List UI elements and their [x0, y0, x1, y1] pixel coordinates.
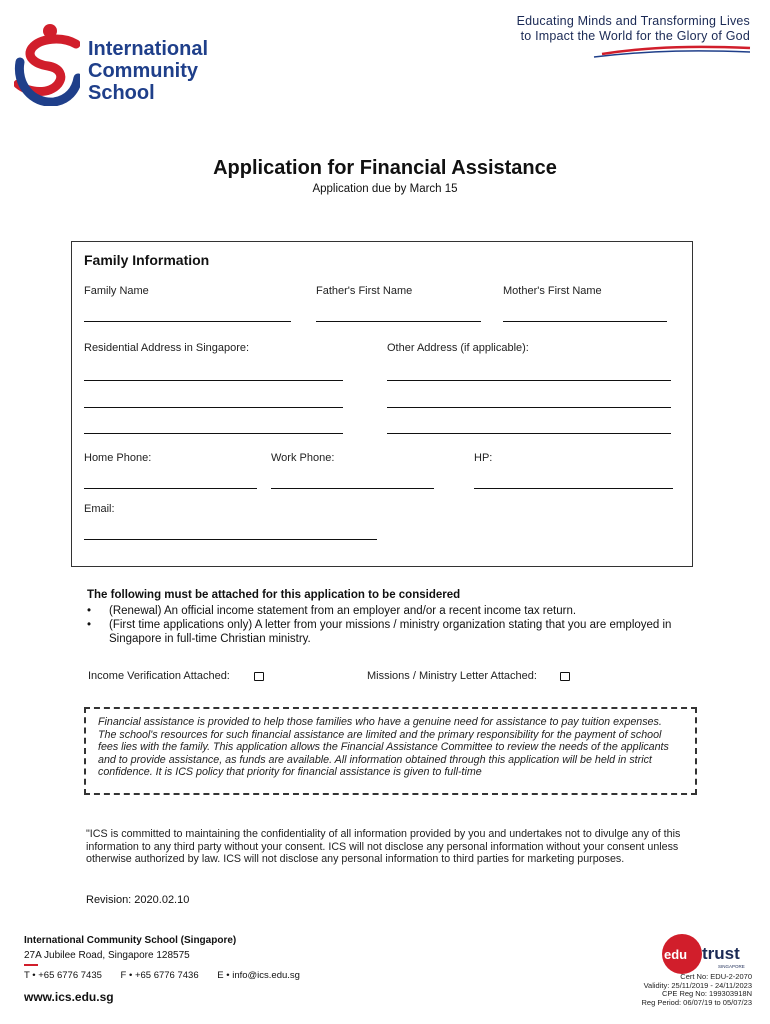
school-name	[88, 38, 208, 104]
mother-first-name-field[interactable]	[503, 321, 667, 322]
other-address-label: Other Address (if applicable):	[387, 342, 529, 354]
cert-line: CPE Reg No: 199303918N	[661, 989, 752, 998]
swoosh-icon	[592, 44, 752, 58]
family-name-label: Family Name	[84, 285, 149, 297]
hp-field[interactable]	[474, 488, 673, 489]
svg-text:SINGAPORE: SINGAPORE	[718, 964, 745, 969]
family-name-field[interactable]	[84, 321, 291, 322]
svg-text:trust: trust	[702, 944, 740, 963]
notice-text: Financial assistance is provided to help those families who have a genuine need for assistance to pay tuition expenses. The school's resources for such financial assistance are limited and the primary responsibility for the payment of school fees lies with the family. This application allows the Financial Assistance Committee to review the needs of the applicants and to provide assistance, as funds are available. All information obtained through this application will be held in strict confidence. It is ICS policy that priority for financial assistance is given to full-time	[98, 716, 669, 778]
income-verification-checkbox[interactable]	[254, 672, 264, 681]
home-phone-field[interactable]	[84, 488, 257, 489]
tagline-line: to Impact the World for the Glory of God	[520, 29, 750, 43]
other-address-line-3[interactable]	[387, 433, 671, 434]
footer-phone: T • +65 6776 7435	[24, 970, 102, 981]
list-item: • (Renewal) An official income statement from an employer and/or a recent income tax return.	[87, 604, 687, 618]
email-field[interactable]	[84, 539, 377, 540]
missions-letter-label: Missions / Ministry Letter Attached:	[367, 670, 537, 682]
attachments-list	[87, 604, 687, 646]
revision-label: Revision: 2020.02.10	[86, 894, 190, 906]
cert-line: Reg Period: 06/07/19 to 05/07/23	[641, 997, 752, 1007]
footer-website[interactable]: www.ics.edu.sg	[24, 990, 114, 1004]
list-item: • (First time applications only) A letter from your missions / ministry organization stating that you are employed in Singapore in full-time Christian ministry.	[87, 618, 687, 646]
school-name-line: International	[88, 38, 209, 60]
financial-assistance-notice	[84, 707, 697, 795]
form-due-date: Application due by March 15	[312, 183, 458, 195]
residential-address-label: Residential Address in Singapore:	[84, 342, 250, 354]
missions-letter-checkbox[interactable]	[560, 672, 570, 681]
mother-first-name-label: Mother's First Name	[503, 285, 602, 297]
tagline-line: Educating Minds and Transforming Lives	[516, 14, 750, 28]
school-name-line: Community	[88, 60, 198, 82]
residential-address-line-2[interactable]	[84, 407, 343, 408]
footer-contact	[24, 970, 316, 981]
footer-fax: F • +65 6776 7436	[120, 970, 199, 981]
cert-line: Cert No: EDU-2-2070	[680, 972, 752, 981]
edutrust-logo-icon	[658, 934, 758, 974]
tagline	[517, 14, 750, 44]
hp-label: HP:	[474, 452, 493, 464]
footer-school-name: International Community School (Singapore)	[24, 935, 237, 946]
work-phone-label: Work Phone:	[271, 452, 335, 464]
family-information-heading: Family Information	[84, 252, 210, 268]
school-name-line: School	[88, 82, 155, 104]
work-phone-field[interactable]	[271, 488, 434, 489]
home-phone-label: Home Phone:	[84, 452, 152, 464]
other-address-line-1[interactable]	[387, 380, 671, 381]
email-label: Email:	[84, 503, 115, 515]
residential-address-line-1[interactable]	[84, 380, 343, 381]
footer-email[interactable]: E • info@ics.edu.sg	[217, 970, 300, 981]
confidentiality-statement: "ICS is committed to maintaining the confidentiality of all information provided by you and undertakes not to divulge any of this information to any third party without your consent. ICS will not disclose any personal information without your consent unless otherwise authorized by law. ICS will not disclose any personal information to third parties for marketing purposes.	[86, 828, 681, 865]
certification-info	[641, 973, 752, 1007]
cert-line: Validity: 25/11/2019 - 24/11/2023	[643, 980, 752, 990]
other-address-line-2[interactable]	[387, 407, 671, 408]
residential-address-line-3[interactable]	[84, 433, 343, 434]
attachments-heading: The following must be attached for this application to be considered	[87, 589, 461, 601]
father-first-name-label: Father's First Name	[316, 285, 413, 297]
ics-logo-icon	[14, 22, 80, 106]
svg-text:edu: edu	[664, 947, 688, 962]
income-verification-label: Income Verification Attached:	[88, 670, 230, 682]
father-first-name-field[interactable]	[316, 321, 481, 322]
footer-divider	[24, 964, 38, 966]
form-title: Application for Financial Assistance	[213, 157, 557, 179]
footer-address: 27A Jubilee Road, Singapore 128575	[24, 950, 190, 961]
